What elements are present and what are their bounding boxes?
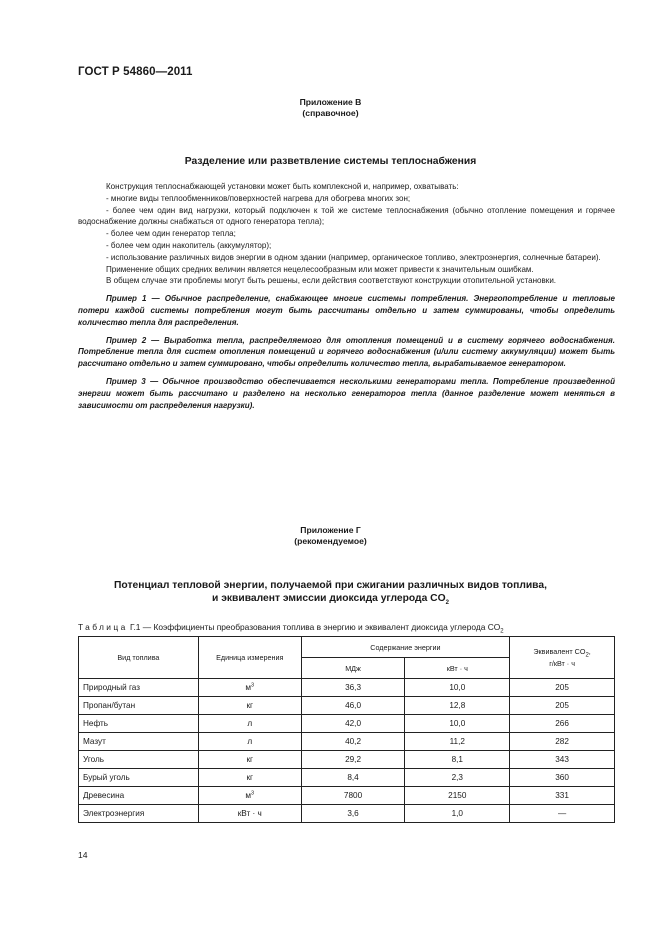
header-mj: МДж: [301, 658, 405, 679]
annex-g-heading-line2: и эквивалент эмиссии диоксида углерода $CO_2$: [212, 593, 449, 607]
annex-b-label: [0, 97, 661, 119]
cell-kwh: 8,1: [405, 751, 510, 769]
cell-co2: —: [510, 805, 615, 823]
cell-unit: л: [198, 733, 301, 751]
annex-g-title: Приложение Г: [300, 525, 361, 535]
page-number: 14: [78, 850, 88, 860]
table-row: [79, 715, 615, 733]
example-2: Пример 2 — Выработка тепла, распределяемого для отопления помещений и в систему горячего водоснабжения. Потребление тепла для систем отопления помещений и горячего водоснабжения (и/или систему аккумуляции) может быть рассчитано отдельно и затем суммировано, чтобы определить количество тепла, вырабатываемое генератором.: [78, 335, 615, 369]
table-row: [79, 679, 615, 697]
cell-fuel: Пропан/бутан: [79, 697, 199, 715]
cell-kwh: 11,2: [405, 733, 510, 751]
cell-kwh: 1,0: [405, 805, 510, 823]
annex-g-type: (рекомендуемое): [294, 536, 367, 546]
paragraph: - использование различных видов энергии в одном здании (например, органическое топливо, электроэнергия, солнечные батареи).: [106, 252, 601, 262]
cell-unit: кг: [198, 751, 301, 769]
table-header-row: [79, 637, 615, 658]
cell-fuel: Нефть: [79, 715, 199, 733]
cell-unit: л: [198, 715, 301, 733]
cell-kwh: 12,8: [405, 697, 510, 715]
header-fuel: Вид топлива: [79, 637, 199, 679]
cell-fuel: Электроэнергия: [79, 805, 199, 823]
cell-mj: 36,3: [301, 679, 405, 697]
table-row: [79, 697, 615, 715]
cell-unit: $м^3$: [198, 787, 301, 805]
cell-unit: $м^3$: [198, 679, 301, 697]
annex-g-heading-line1: Потенциал тепловой энергии, получаемой при сжигании различных видов топлива,: [114, 580, 547, 591]
cell-kwh: 10,0: [405, 679, 510, 697]
annex-b-title: Приложение В: [299, 97, 362, 107]
cell-fuel: Уголь: [79, 751, 199, 769]
annex-b-type: (справочное): [302, 108, 359, 118]
cell-co2: 343: [510, 751, 615, 769]
table-row: [79, 805, 615, 823]
cell-unit: кг: [198, 697, 301, 715]
table-row: [79, 787, 615, 805]
header-co2: Эквивалент $CO_2$, г/кВт · ч: [510, 637, 615, 679]
paragraph: - многие виды теплообменников/поверхностей нагрева для обогрева многих зон;: [106, 193, 411, 203]
paragraph: - более чем один накопитель (аккумулятор);: [106, 240, 272, 250]
annex-b-body: [78, 181, 615, 411]
cell-co2: 266: [510, 715, 615, 733]
paragraph: Конструкция теплоснабжающей установки может быть комплексной и, например, охватывать:: [106, 182, 459, 191]
paragraph: В общем случае эти проблемы могут быть решены, если действия соответствуют конструкции отопительной установки.: [106, 276, 557, 286]
cell-unit: кВт · ч: [198, 805, 301, 823]
cell-co2: 360: [510, 769, 615, 787]
table-caption: Таблица Г.1 — Коэффициенты преобразования топлива в энергию и эквивалент диоксида углерода $CO_2$: [78, 622, 504, 635]
table-row: [79, 769, 615, 787]
annex-g-heading: [0, 579, 661, 610]
document-id: ГОСТ Р 54860—2011: [78, 66, 193, 78]
example-3: Пример 3 — Обычное производство обеспечивается несколькими генераторами тепла. Потребление произведенной энергии может быть рассчитано и разделено на несколько генераторов тепла (данное разделение может меняться в зависимости от распределения нагрузки).: [78, 376, 615, 410]
annex-g-label: [0, 525, 661, 547]
table-row: [79, 751, 615, 769]
table-caption-label: Таблица: [78, 622, 128, 632]
table-caption-text: Г.1 — Коэффициенты преобразования топлива в энергию и эквивалент диоксида углерода CO: [127, 622, 501, 632]
example-1: Пример 1 — Обычное распределение, снабжающее многие системы потребления. Энергопотребление и тепловые потери каждой системы потребления могут быть рассчитаны отдельно и затем суммированы, чтобы определить количество тепла для распределения.: [78, 294, 615, 327]
header-kwh: кВт · ч: [405, 658, 510, 679]
annex-b-heading: Разделение или разветвление системы теплоснабжения: [184, 156, 477, 167]
cell-kwh: 2150: [405, 787, 510, 805]
header-energy: Содержание энергии: [301, 637, 510, 658]
cell-fuel: Древесина: [79, 787, 199, 805]
cell-mj: 29,2: [301, 751, 405, 769]
cell-kwh: 2,3: [405, 769, 510, 787]
cell-mj: 3,6: [301, 805, 405, 823]
cell-unit: кг: [198, 769, 301, 787]
paragraph: - более чем один вид нагрузки, который подключен к той же системе теплоснабжения (обычно отопление помещения и горячее водоснабжение должны снабжаться от одного генератора тепла);: [78, 205, 615, 227]
paragraph: - более чем один генератор тепла;: [106, 229, 236, 239]
table-row: [79, 733, 615, 751]
cell-mj: 42,0: [301, 715, 405, 733]
cell-fuel: Бурый уголь: [79, 769, 199, 787]
cell-co2: 282: [510, 733, 615, 751]
cell-co2: 205: [510, 679, 615, 697]
cell-co2: 331: [510, 787, 615, 805]
cell-mj: 40,2: [301, 733, 405, 751]
cell-mj: 8,4: [301, 769, 405, 787]
cell-co2: 205: [510, 697, 615, 715]
cell-kwh: 10,0: [405, 715, 510, 733]
cell-mj: 7800: [301, 787, 405, 805]
cell-fuel: Природный газ: [79, 679, 199, 697]
fuel-table: [78, 636, 615, 823]
header-unit: Единица измерения: [198, 637, 301, 679]
cell-mj: 46,0: [301, 697, 405, 715]
cell-fuel: Мазут: [79, 733, 199, 751]
paragraph: Применение общих средних величин является нецелесообразным или может привести к значительным ошибкам.: [106, 264, 534, 274]
